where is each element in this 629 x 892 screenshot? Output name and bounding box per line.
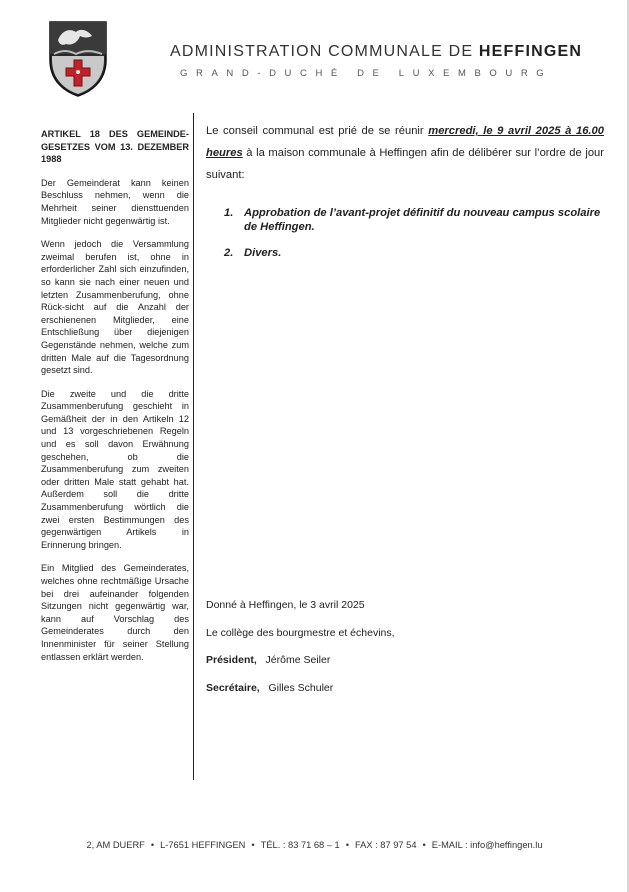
- agenda-list: [224, 206, 606, 272]
- country-subtitle: GRAND-DUCHÉ DE LUXEMBOURG: [180, 68, 553, 79]
- email-link[interactable]: E-MAIL : info@heffingen.lu: [431, 840, 543, 850]
- legal-paragraph: Der Gemeinderat kann keinen Beschluss nehmen, wenn die Mehrheit seiner diensttuenden Mitglieder nicht gegenwärtig ist.: [41, 177, 189, 226]
- legal-paragraph: Die zweite und die dritte Zusammenberufung geschieht in Gemäßheit der in den Artikeln 12 und 13 vorgeschriebenen Regeln und es soll davon Erwähnung geschehen, ob die Zusammenberufung zum zweiten oder dritten Male statt gehabt hat. Außerdem soll die dritte Zusammenberufung wörtlich die zwei ersten Bestimmungen des gegenwärtigen Artikels in Erinnerung bringen.: [41, 388, 189, 550]
- legal-heading: ARTIKEL 18 DES GEMEINDE-GESETZES VOM 13. DEZEMBER 1988: [41, 129, 189, 165]
- meeting-datetime: mercredi, le 9 avril 2025 à 16.00 heures: [206, 125, 604, 159]
- legal-excerpt: [41, 128, 189, 674]
- legal-paragraph: Ein Mitglied des Gemeinderates, welches ohne rechtmäßige Ursache bei drei aufeinander folgenden Sitzungen nicht gegenwärtig war, kann auf Vorschlag des Gemeinderates durch den Innenminister für seiner Stellung entlassen erklärt werden.: [41, 563, 189, 662]
- council-line: Le collège des bourgmestre et échevins,: [206, 627, 395, 639]
- column-divider: [193, 113, 194, 780]
- agenda-item: 2. Divers.: [224, 247, 282, 259]
- date-line: Donné à Heffingen, le 3 avril 2025: [206, 599, 365, 611]
- contact-footer: 2, AM DUERF • L-7651 HEFFINGEN • TÉL. : 83 71 68 – 1 • FAX : 87 97 54 • E-MAIL : info@heffingen.lu: [86, 840, 543, 850]
- president-line: Président, Jérôme Seiler: [206, 654, 331, 666]
- secretary-line: Secrétaire, Gilles Schuler: [206, 682, 334, 694]
- convocation: [206, 120, 604, 186]
- municipality-title: ADMINISTRATION COMMUNALE DE HEFFINGEN: [170, 43, 583, 60]
- legal-paragraph: Wenn jedoch die Versammlung zweimal berufen ist, ohne in erforderlicher Zahl sich einzufinden, so kann sie nach einer neuen und letzten Zusammenberufung, ohne Rück-sicht auf die Anzahl der erschienenen Mitglieder, eine Entschließung über diejenigen Gegenstände nehmen, welche zum dritten Male auf die Tagesordnung gesetzt sind.: [41, 239, 189, 376]
- agenda-item: 1. Approbation de l’avant-projet définitif du nouveau campus scolaire de Heffingen.: [224, 207, 601, 233]
- convocation-text: Le conseil communal est prié de se réunir mercredi, le 9 avril 2025 à 16.00 heures à la maison communale à Heffingen afin de délibérer sur l’ordre de jour suivant:: [206, 125, 604, 181]
- coat-of-arms-icon: [48, 20, 108, 98]
